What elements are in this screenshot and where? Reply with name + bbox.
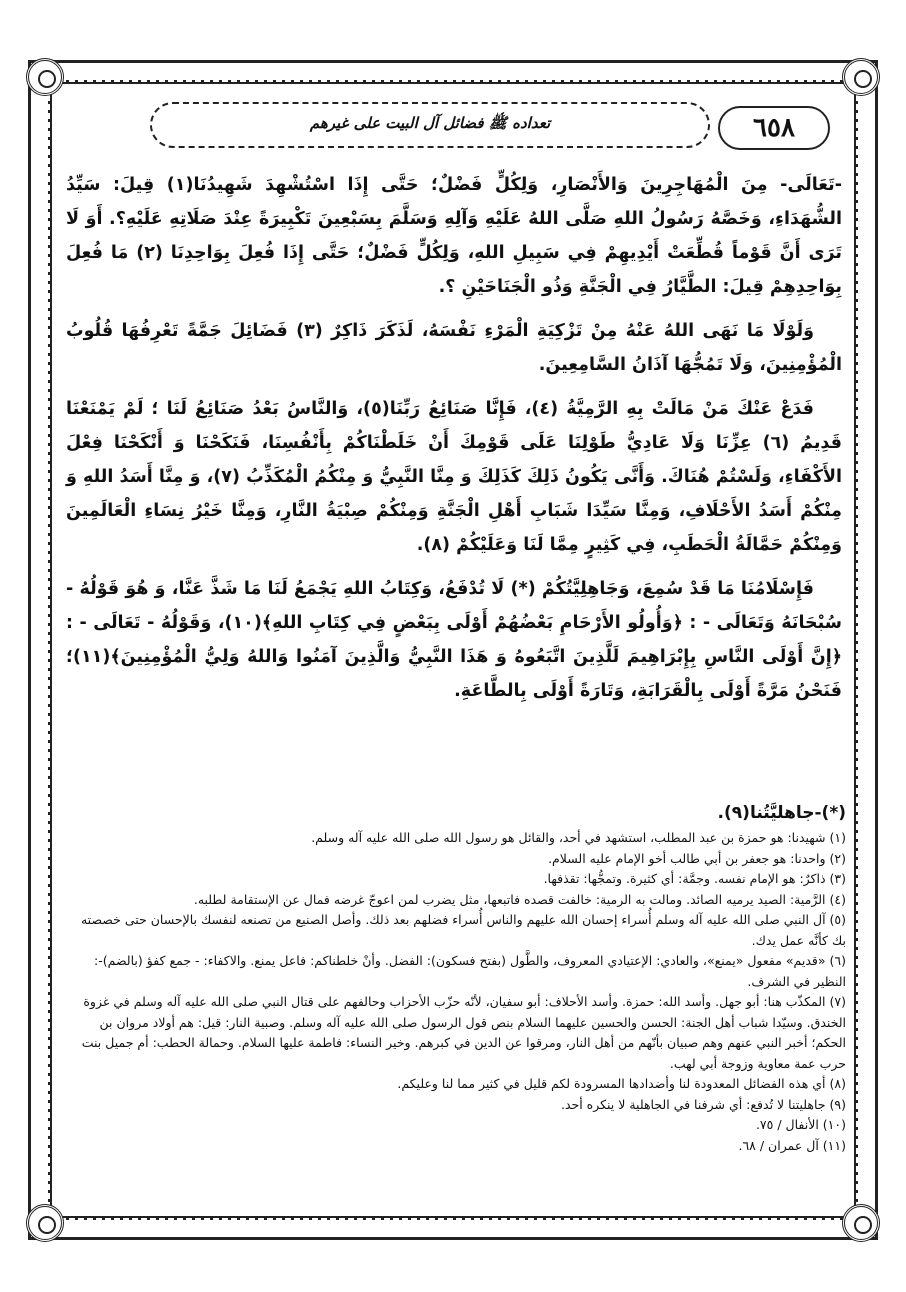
corner-ornament-icon bbox=[842, 1204, 880, 1242]
corner-ornament-icon bbox=[26, 58, 64, 96]
paragraph: فَإِسْلَامُنَا مَا قَدْ سُمِعَ، وَجَاهِلِيَّتُكُمْ (*) لَا تُدْفَعُ، وَكِتَابُ اللهِ يَجْمَعُ لَنَا مَا شَذَّ عَنَّا، وَ هُوَ قَوْلُهُ - سُبْحَانَهُ وَتَعَالَى - : ﴿وَأُولُو الأَرْحَامِ بَعْضُهُمْ أَوْلَى بِبَعْضٍ فِي كِتَابِ اللهِ﴾(١٠)، وَقَوْلُهُ - تَعَالَى - : ﴿إِنَّ أَوْلَى النَّاسِ بِإِبْرَاهِيمَ لَلَّذِينَ اتَّبَعُوهُ وَ هَذَا النَّبِيُّ وَالَّذِينَ آمَنُوا وَاللهُ وَلِيُّ الْمُؤْمِنِينَ﴾(١١)؛ فَنَحْنُ مَرَّةً أَوْلَى بِالْقَرَابَةِ، وَتَارَةً أَوْلَى بِالطَّاعَةِ. bbox=[66, 579, 842, 701]
header-title: تعداده ﷺ فضائل آل البيت على غيرهم bbox=[309, 114, 551, 132]
footnote-heading: (*)-جاهليَّتُنا(٩). bbox=[717, 803, 846, 823]
footnote: (١٠) الأنفال / ٧٥. bbox=[755, 1117, 846, 1132]
paragraph: فَدَعْ عَنْكَ مَنْ مَالَتْ بِهِ الرَّمِيَّةُ (٤)، فَإِنَّا صَنَائِعُ رَبِّنَا(٥)، وَالنَّاسُ بَعْدُ صَنَائِعُ لَنَا ؛ لَمْ يَمْنَعْنَا قَدِيمُ (٦) عِزِّنَا وَلَا عَادِيُّ طَوْلِنَا عَلَى قَوْمِكَ أَنْ خَلَطْنَاكُمْ بِأَنْفُسِنَا، فَنَكَحْنَا وَ أَنْكَحْنَا فِعْلَ الأَكْفَاءِ، وَلَسْتُمْ هُنَاكَ. وَأَنَّى يَكُونُ ذَلِكَ كَذَلِكَ وَ مِنَّا النَّبِيُّ وَ مِنْكُمُ الْمُكَذِّبُ (٧)، وَ مِنَّا أَسَدُ اللهِ وَ مِنْكُمْ أَسَدُ الأَحْلَافِ، وَمِنَّا سَيِّدَا شَبَابِ أَهْلِ الْجَنَّةِ وَمِنْكُمْ صِبْيَةُ النَّارِ، وَمِنَّا خَيْرُ نِسَاءِ الْعَالَمِينَ وَمِنْكُمْ حَمَّالَةُ الْحَطَبِ، فِي كَثِيرٍ مِمَّا لَنَا وَعَلَيْكُمْ (٨). bbox=[66, 399, 843, 555]
running-header bbox=[150, 102, 710, 148]
footnote: (٦) «قديم» مفعول «يمنع»، والعادي: الإعتيادي المعروف، والطَّول (بفتح فسكون): الفضل. وأنْ خلطناكم: فاعل يمنع. والاكفاء: - جمع كفؤ (بالضم)-: النظير في الشرف. bbox=[94, 953, 846, 989]
main-text bbox=[66, 168, 842, 718]
paragraph: وَلَوْلَا مَا نَهَى اللهُ عَنْهُ مِنْ تَزْكِيَةِ الْمَرْءِ نَفْسَهُ، لَذَكَرَ ذَاكِرٌ (٣) فَضَائِلَ جَمَّةً تَعْرِفُهَا قُلُوبُ الْمُؤْمِنِينَ، وَلَا تَمُجُّهَا آذَانُ السَّامِعِينَ. bbox=[66, 321, 842, 375]
footnote: (٧) المكذّب هنا: أبو جهل. وأسد الله: حمزة. وأسد الأحلاف: أبو سفيان، لأنّه حزّب الأحزاب وحالفهم على قتال النبي صلى الله عليه آله وسلم في غزوة الخندق. وسيّدا شباب أهل الجنة: الحسن والحسين عليهما السلام بنص قول الرسول صلى الله عليه آله وسلم. وصبية النار: قيل: هم أولاد مروان بن الحكم؛ أخبر النبي عنهم وهم صبيان بأنّهم من أهل النار، ومرقوا عن الدين في كبرهم. وخير النساء: فاطمة عليها السلام. وحمالة الحطب: أم جميل بنت حرب عمة معاوية وزوجة أبي لهب. bbox=[81, 994, 846, 1071]
paragraph: -تَعَالَى- مِنَ الْمُهَاجِرِينَ وَالأَنْصَارِ، وَلِكُلٍّ فَضْلٌ؛ حَتَّى إِذَا اسْتُشْهِدَ شَهِيدُنَا(١) قِيلَ: سَيِّدُ الشُّهَدَاءِ، وَخَصَّهُ رَسُولُ اللهِ صَلَّى اللهُ عَلَيْهِ وَآلِهِ وَسَلَّمَ بِسَبْعِينَ تَكْبِيرَةً عِنْدَ صَلَاتِهِ عَلَيْهِ؟. أَوَ لَا تَرَى أَنَّ قَوْماً قُطِّعَتْ أَيْدِيهِمْ فِي سَبِيلِ اللهِ، وَلِكُلٍّ فَضْلٌ؛ حَتَّى إِذَا فُعِلَ بِوَاحِدِنَا (٢) مَا فُعِلَ بِوَاحِدِهِمْ قِيلَ: الطَّيَّارُ فِي الْجَنَّةِ وَذُو الْجَنَاحَيْنِ ؟. bbox=[66, 175, 843, 297]
footnote: (١) شهيدنا: هو حمزة بن عبد المطلب، استشهد في أحد، والقائل هو رسول الله صلى الله عليه آله وسلم. bbox=[311, 830, 846, 845]
footnote: (٩) جاهليتنا لا تُدفع: أي شرفنا في الجاهلية لا ينكره أحد. bbox=[560, 1096, 846, 1112]
corner-ornament-icon bbox=[26, 1204, 64, 1242]
footnote: (١١) آل عمران / ٦٨. bbox=[738, 1137, 846, 1153]
page-number: ٦٥٨ bbox=[718, 106, 830, 150]
footnotes bbox=[66, 800, 846, 1156]
footnote: (٥) آل النبي صلى الله عليه آله وسلم أُسراء إحسان الله عليهم والناس أُسراء فضلهم بعد ذلك. وأصل الصنيع من تصنعه لنفسك بالإحسان حتى خصصته بك كأنَّه عمل يدك. bbox=[80, 912, 846, 948]
footnote: (٣) ذاكرٌ: هو الإمام نفسه. وجمَّة: أي كثيرة. وتمجُّها: تقذفها. bbox=[543, 871, 846, 886]
footnote: (٨) أي هذه الفضائل المعدودة لنا وأضدادها المسرودة لكم قليل في كثير مما لنا وعليكم. bbox=[397, 1076, 846, 1091]
corner-ornament-icon bbox=[842, 58, 880, 96]
footnote: (٤) الرَّمية: الصيد يرميه الصائد. ومالت به الرمية: خالفت قصده فاتبعها، مثل يضرب لمن اعوجّ غرضه فمال عن الإستقامة لطلبه. bbox=[193, 891, 846, 907]
footnote: (٢) واحدنا: هو جعفر بن أبي طالب أخو الإمام عليه السلام. bbox=[548, 850, 846, 866]
